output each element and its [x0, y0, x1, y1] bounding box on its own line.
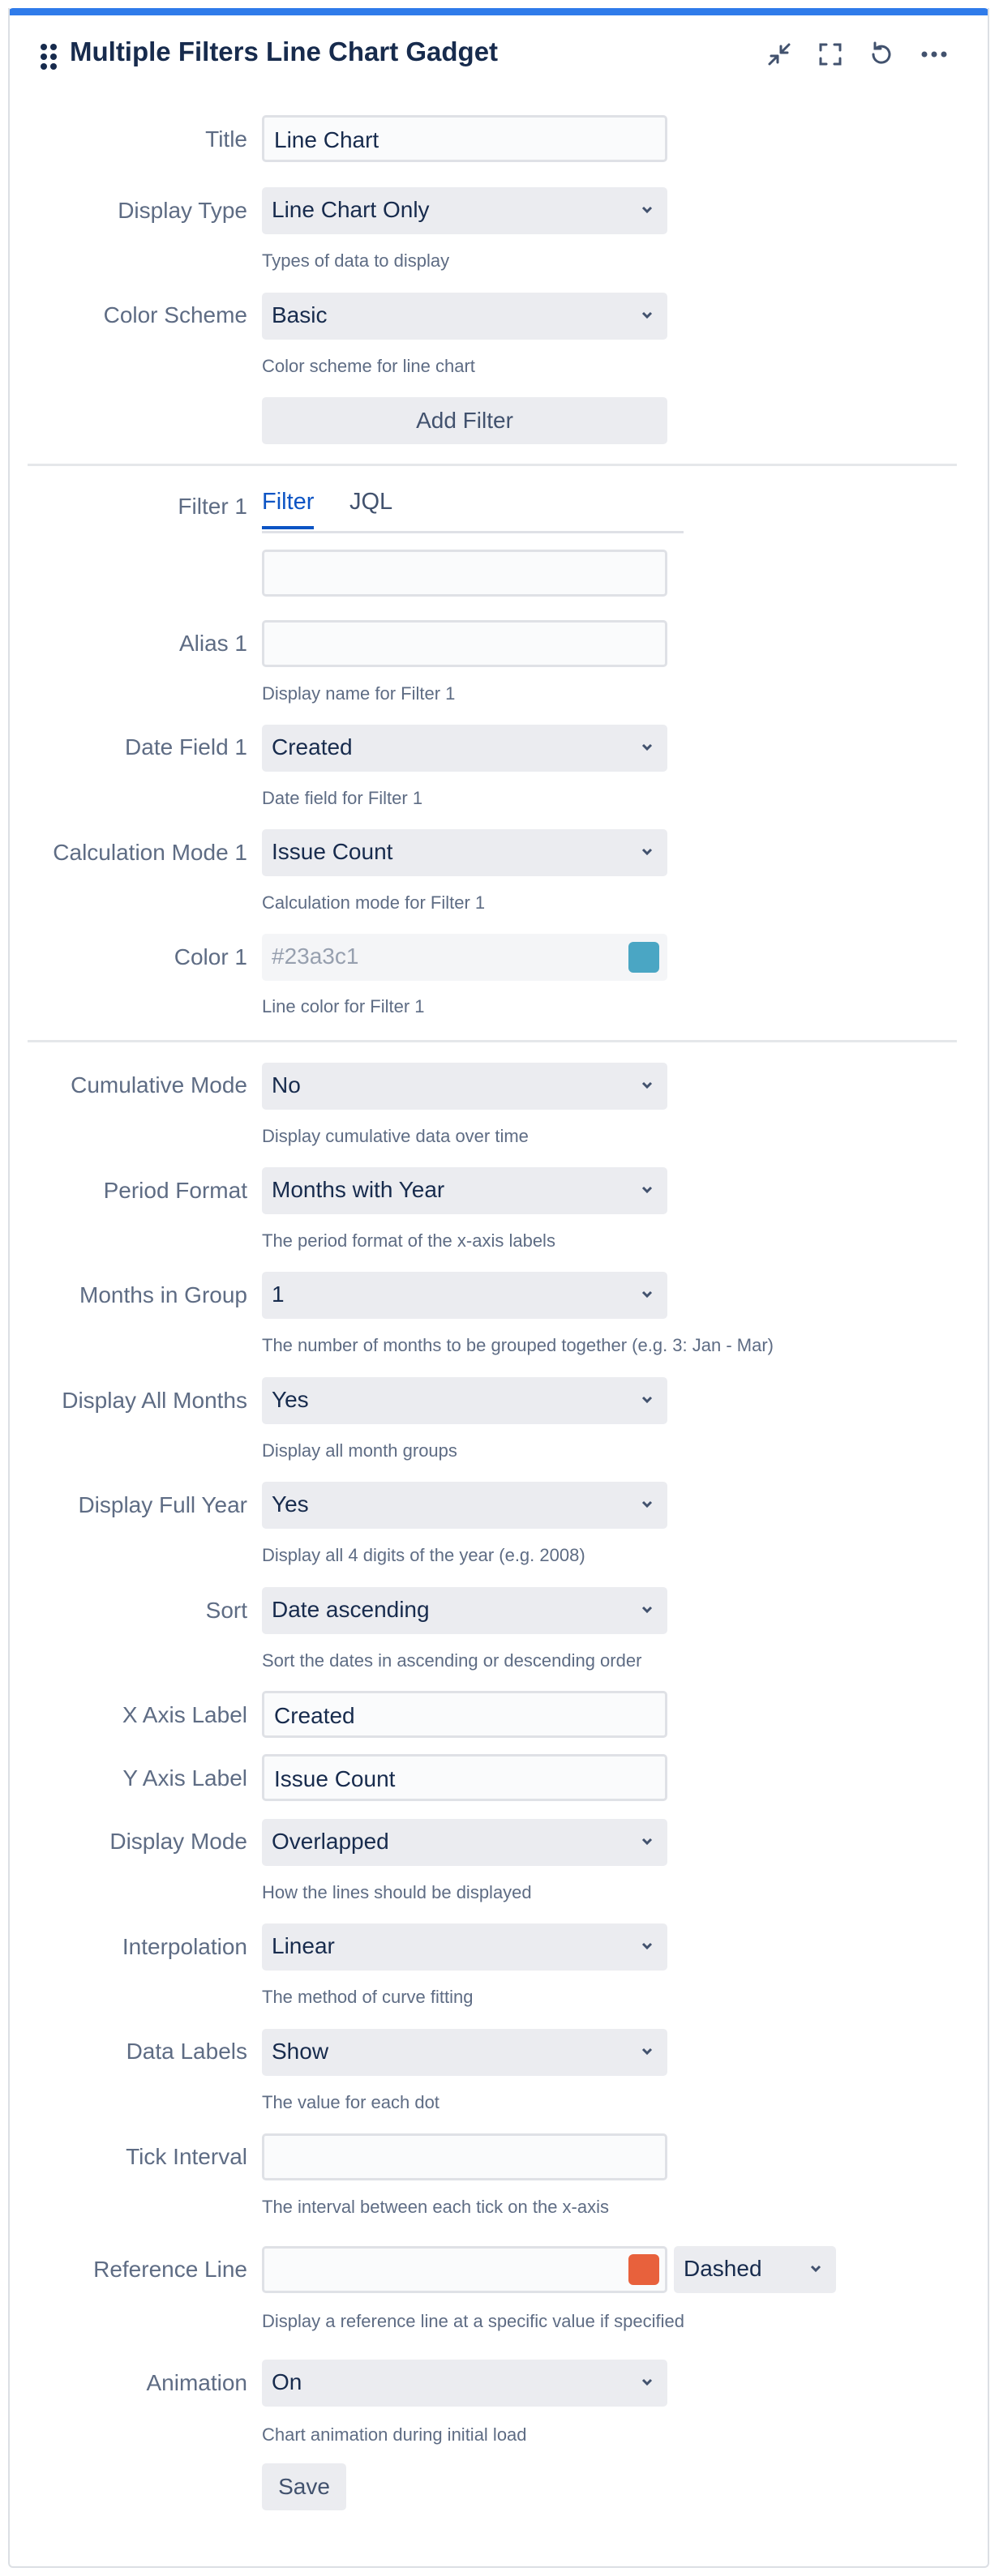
period-format-label: Period Format [103, 1178, 247, 1203]
chevron-down-icon [637, 1284, 658, 1305]
chevron-down-icon [637, 2041, 658, 2062]
months-group-select[interactable]: 1 [262, 1272, 667, 1319]
date-field1-select[interactable]: Created [262, 725, 667, 772]
months-group-help: The number of months to be grouped together (e.g. 3: Jan - Mar) [262, 1335, 774, 1355]
filter1-input[interactable] [262, 550, 667, 597]
x-axis-label-input[interactable]: Created [262, 1691, 667, 1738]
chevron-down-icon [637, 199, 658, 220]
y-axis-label-input[interactable]: Issue Count [262, 1754, 667, 1801]
calc-mode1-select[interactable]: Issue Count [262, 829, 667, 876]
filter1-tabs [262, 482, 684, 533]
filter1-label: Filter 1 [178, 494, 247, 519]
tick-interval-input[interactable] [262, 2133, 667, 2180]
tab-filter[interactable]: Filter [262, 489, 315, 515]
tick-interval-label: Tick Interval [126, 2144, 247, 2169]
chevron-down-icon [637, 1179, 658, 1200]
color-scheme-label: Color Scheme [103, 302, 247, 327]
full-year-help: Display all 4 digits of the year (e.g. 2008) [262, 1545, 585, 1565]
period-format-help: The period format of the x-axis labels [262, 1230, 555, 1251]
data-labels-select[interactable]: Show [262, 2029, 667, 2076]
minimize-icon[interactable] [763, 38, 795, 71]
more-icon[interactable] [918, 38, 950, 71]
reference-line-style-select[interactable]: Dashed [674, 2246, 836, 2293]
alias1-input[interactable] [262, 620, 667, 667]
reference-line-help: Display a reference line at a specific value if specified [262, 2311, 684, 2331]
full-year-label: Display Full Year [78, 1492, 247, 1517]
cumulative-label: Cumulative Mode [71, 1072, 247, 1098]
data-labels-help: The value for each dot [262, 2092, 439, 2112]
display-type-select[interactable]: Line Chart Only [262, 187, 667, 234]
animation-help: Chart animation during initial load [262, 2424, 527, 2445]
color1-input[interactable]: #23a3c1 [262, 934, 667, 981]
period-format-select[interactable]: Months with Year [262, 1167, 667, 1214]
sort-select[interactable]: Date ascending [262, 1587, 667, 1634]
chevron-down-icon [637, 737, 658, 758]
chevron-down-icon [637, 1389, 658, 1410]
data-labels-label: Data Labels [126, 2039, 247, 2064]
chevron-down-icon [637, 1831, 658, 1852]
display-mode-label: Display Mode [109, 1829, 247, 1854]
x-axis-label-label: X Axis Label [122, 1702, 247, 1727]
animation-label: Animation [146, 2370, 247, 2395]
all-months-help: Display all month groups [262, 1440, 457, 1461]
y-axis-label-label: Y Axis Label [122, 1765, 247, 1791]
color-scheme-select[interactable]: Basic [262, 293, 667, 340]
chevron-down-icon [637, 305, 658, 326]
date-field1-help: Date field for Filter 1 [262, 788, 423, 808]
color-swatch[interactable] [628, 2254, 659, 2285]
reference-line-label: Reference Line [93, 2257, 247, 2282]
full-year-select[interactable]: Yes [262, 1482, 667, 1529]
color1-help: Line color for Filter 1 [262, 996, 425, 1016]
tick-interval-help: The interval between each tick on the x-axis [262, 2197, 610, 2217]
cumulative-select[interactable]: No [262, 1063, 667, 1110]
all-months-label: Display All Months [62, 1388, 247, 1413]
chevron-down-icon [637, 1494, 658, 1515]
display-mode-select[interactable]: Overlapped [262, 1819, 667, 1866]
chevron-down-icon [637, 2372, 658, 2393]
color-scheme-help: Color scheme for line chart [262, 356, 475, 376]
drag-handle-icon[interactable] [37, 41, 60, 73]
display-type-label: Display Type [118, 198, 247, 223]
cumulative-help: Display cumulative data over time [262, 1126, 529, 1146]
date-field1-label: Date Field 1 [125, 734, 247, 760]
gadget-title: Multiple Filters Line Chart Gadget [70, 36, 499, 66]
chevron-down-icon [805, 2258, 826, 2279]
title-input[interactable]: Line Chart [262, 115, 667, 162]
sort-help: Sort the dates in ascending or descending order [262, 1650, 642, 1671]
chevron-down-icon [637, 1075, 658, 1096]
interpolation-help: The method of curve fitting [262, 1987, 474, 2007]
months-group-label: Months in Group [79, 1282, 247, 1307]
chevron-down-icon [637, 841, 658, 862]
reference-line-input[interactable] [262, 2246, 667, 2293]
display-mode-help: How the lines should be displayed [262, 1882, 532, 1902]
calc-mode1-label: Calculation Mode 1 [53, 840, 247, 865]
refresh-icon[interactable] [865, 38, 898, 71]
interpolation-select[interactable]: Linear [262, 1923, 667, 1971]
title-label: Title [205, 126, 247, 152]
alias1-label: Alias 1 [178, 631, 247, 656]
interpolation-label: Interpolation [122, 1934, 247, 1959]
color1-label: Color 1 [174, 944, 247, 969]
all-months-select[interactable]: Yes [262, 1377, 667, 1424]
calc-mode1-help: Calculation mode for Filter 1 [262, 892, 486, 913]
display-type-help: Types of data to display [262, 250, 450, 271]
section-divider [28, 464, 957, 466]
add-filter-button[interactable]: Add Filter [262, 397, 667, 444]
tab-jql[interactable]: JQL [349, 489, 393, 515]
animation-select[interactable]: On [262, 2360, 667, 2407]
alias1-help: Display name for Filter 1 [262, 683, 456, 704]
color-swatch[interactable] [628, 942, 659, 973]
chevron-down-icon [637, 1599, 658, 1620]
section-divider [28, 1040, 957, 1042]
save-button[interactable]: Save [262, 2463, 346, 2510]
sort-label: Sort [205, 1598, 247, 1623]
fullscreen-icon[interactable] [814, 38, 847, 71]
chevron-down-icon [637, 1936, 658, 1957]
